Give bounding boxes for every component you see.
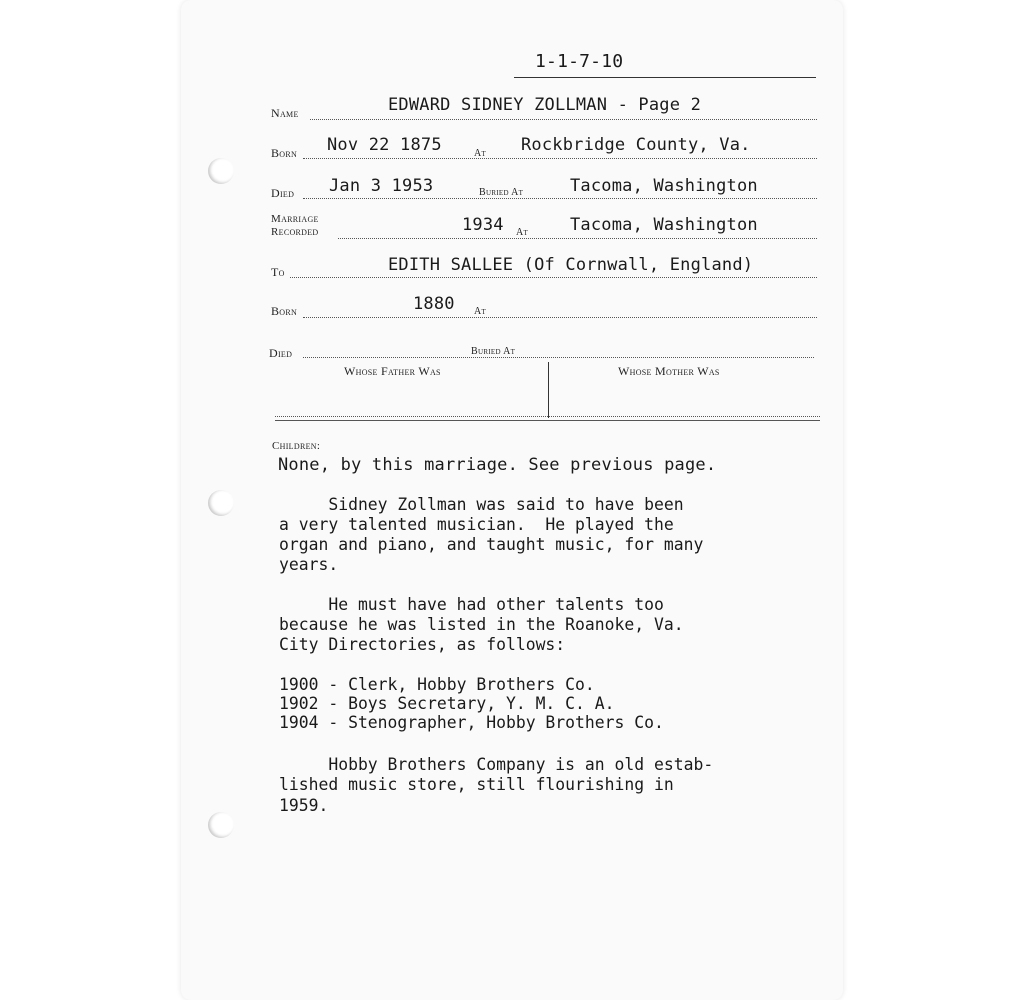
person-name: EDWARD SIDNEY ZOLLMAN - Page 2 xyxy=(388,95,702,115)
born-at-label: At xyxy=(474,148,487,159)
spouse-died-line xyxy=(303,357,814,358)
note-line: City Directories, as follows: xyxy=(279,635,566,654)
marriage-place: Tacoma, Washington xyxy=(570,215,758,235)
parents-divider xyxy=(548,362,549,418)
died-label: Died xyxy=(271,186,295,200)
born-place: Rockbridge County, Va. xyxy=(521,135,751,155)
marriage-label-1: Marriage xyxy=(271,213,319,225)
note-line: organ and piano, and taught music, for many xyxy=(279,535,704,554)
note-line: 1959. xyxy=(279,796,329,815)
note-line: years. xyxy=(279,555,339,574)
directory-entry: 1902 - Boys Secretary, Y. M. C. A. xyxy=(279,694,615,713)
spouse-born-line xyxy=(303,317,817,318)
mother-label: Whose Mother Was xyxy=(618,364,720,378)
spouse-born-label: Born xyxy=(271,304,298,318)
born-line xyxy=(303,158,817,159)
children-label: Children: xyxy=(272,440,321,452)
parents-line xyxy=(275,416,820,417)
binder-hole xyxy=(208,158,234,184)
reference-number: 1-1-7-10 xyxy=(535,51,624,72)
father-label: Whose Father Was xyxy=(344,364,441,378)
children-text: None, by this marriage. See previous page. xyxy=(278,455,717,475)
marriage-line xyxy=(338,238,817,239)
section-rule xyxy=(275,420,820,421)
name-label: Name xyxy=(271,106,299,120)
note-line: because he was listed in the Roanoke, Va. xyxy=(279,615,684,634)
name-line xyxy=(310,119,817,120)
to-line xyxy=(290,277,817,278)
born-label: Born xyxy=(271,146,298,160)
marriage-year: 1934 xyxy=(462,215,504,235)
buried-at-label: Buried At xyxy=(479,187,524,198)
marriage-label-2: Recorded xyxy=(271,226,319,238)
note-line: a very talented musician. He played the xyxy=(279,515,674,534)
note-line: Hobby Brothers Company is an old estab- xyxy=(279,755,714,774)
binder-hole xyxy=(208,812,234,838)
spouse-born-year: 1880 xyxy=(413,294,455,314)
spouse-name: EDITH SALLEE (Of Cornwall, England) xyxy=(388,255,754,275)
spouse-died-label: Died xyxy=(269,346,293,360)
note-line: He must have had other talents too xyxy=(279,595,664,614)
note-line: lished music store, still flourishing in xyxy=(279,775,674,794)
spouse-born-at-label: At xyxy=(474,306,487,317)
died-line xyxy=(303,198,817,199)
note-line: Sidney Zollman was said to have been xyxy=(279,495,684,514)
reference-underline xyxy=(514,77,816,78)
directory-entry: 1900 - Clerk, Hobby Brothers Co. xyxy=(279,675,595,694)
died-date: Jan 3 1953 xyxy=(329,176,434,196)
buried-place: Tacoma, Washington xyxy=(570,176,758,196)
born-date: Nov 22 1875 xyxy=(327,135,442,155)
directory-entry: 1904 - Stenographer, Hobby Brothers Co. xyxy=(279,713,664,732)
binder-hole xyxy=(208,490,234,516)
spouse-buried-at-label: Buried At xyxy=(471,346,516,357)
marriage-at-label: At xyxy=(516,227,529,238)
to-label: To xyxy=(271,265,285,279)
